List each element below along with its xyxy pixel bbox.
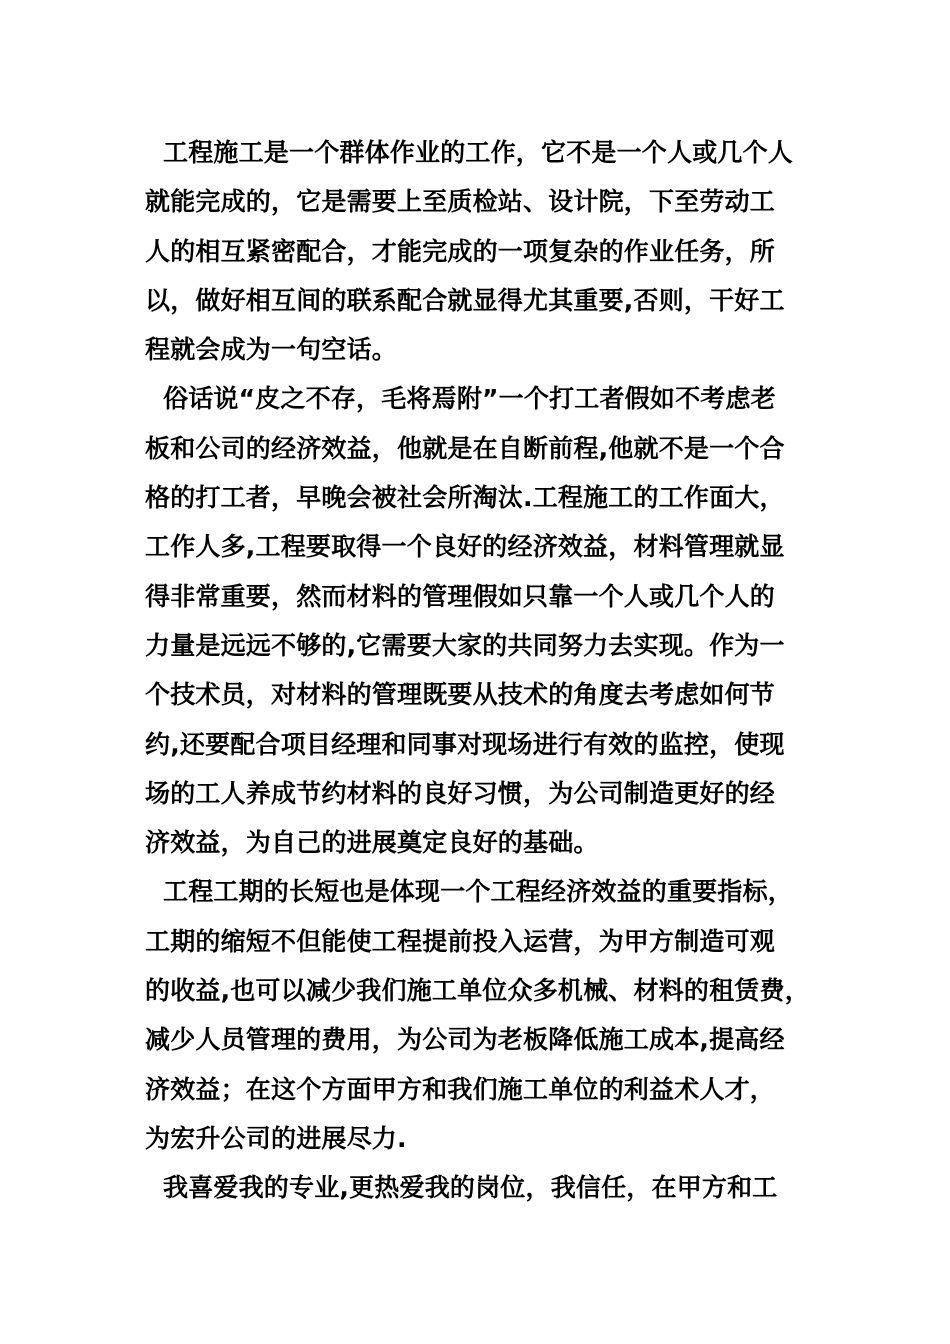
text-line: 济效益；在这个方面甲方和我们施工单位的利益术人才， [145, 1074, 776, 1104]
text-line: 工期的缩短不但能使工程提前投入运营，为甲方制造可观 [145, 926, 776, 956]
text-line: 工程工期的长短也是体现一个工程经济效益的重要指标， [163, 877, 794, 907]
text-line: 人的相互紧密配合，才能完成的一项复杂的作业任务，所 [145, 236, 776, 266]
text-line: 力量是远远不够的,它需要大家的共同努力去实现。作为一 [145, 630, 785, 660]
text-line: 减少人员管理的费用，为公司为老板降低施工成本,提高经 [145, 1025, 785, 1055]
text-line: 以，做好相互间的联系配合就显得尤其重要,否则，干好工 [145, 285, 785, 315]
text-line: 场的工人养成节约材料的良好习惯，为公司制造更好的经 [145, 778, 776, 808]
text-line: 为宏升公司的进展尽力. [145, 1123, 407, 1153]
text-line: 俗话说“皮之不存，毛将焉附”一个打工者假如不考虑老 [163, 384, 776, 414]
text-line: 板和公司的经济效益，他就是在自断前程,他就不是一个合 [145, 433, 785, 463]
text-line: 工程施工是一个群体作业的工作，它不是一个人或几个人 [163, 138, 794, 167]
document-body [145, 128, 835, 1213]
text-line: 的收益,也可以减少我们施工单位众多机械、材料的租赁费， [145, 976, 810, 1006]
text-line: 工作人多,工程要取得一个良好的经济效益，材料管理就显 [145, 532, 785, 562]
text-line: 得非常重要，然而材料的管理假如只靠一个人或几个人的 [145, 581, 776, 611]
text-line: 我喜爱我的专业,更热爱我的岗位，我信任，在甲方和工 [163, 1173, 778, 1203]
text-line: 格的打工者，早晚会被社会所淘汰.工程施工的工作面大， [145, 483, 785, 513]
text-line: 个技术员，对材料的管理既要从技术的角度去考虑如何节 [145, 680, 776, 710]
text-line: 就能完成的，它是需要上至质检站、设计院，下至劳动工 [145, 187, 776, 217]
text-line: 约,还要配合项目经理和同事对现场进行有效的监控，使现 [145, 729, 785, 759]
text-line: 程就会成为一句空话。 [145, 335, 398, 365]
text-line: 济效益，为自己的进展奠定良好的基础。 [145, 828, 599, 858]
